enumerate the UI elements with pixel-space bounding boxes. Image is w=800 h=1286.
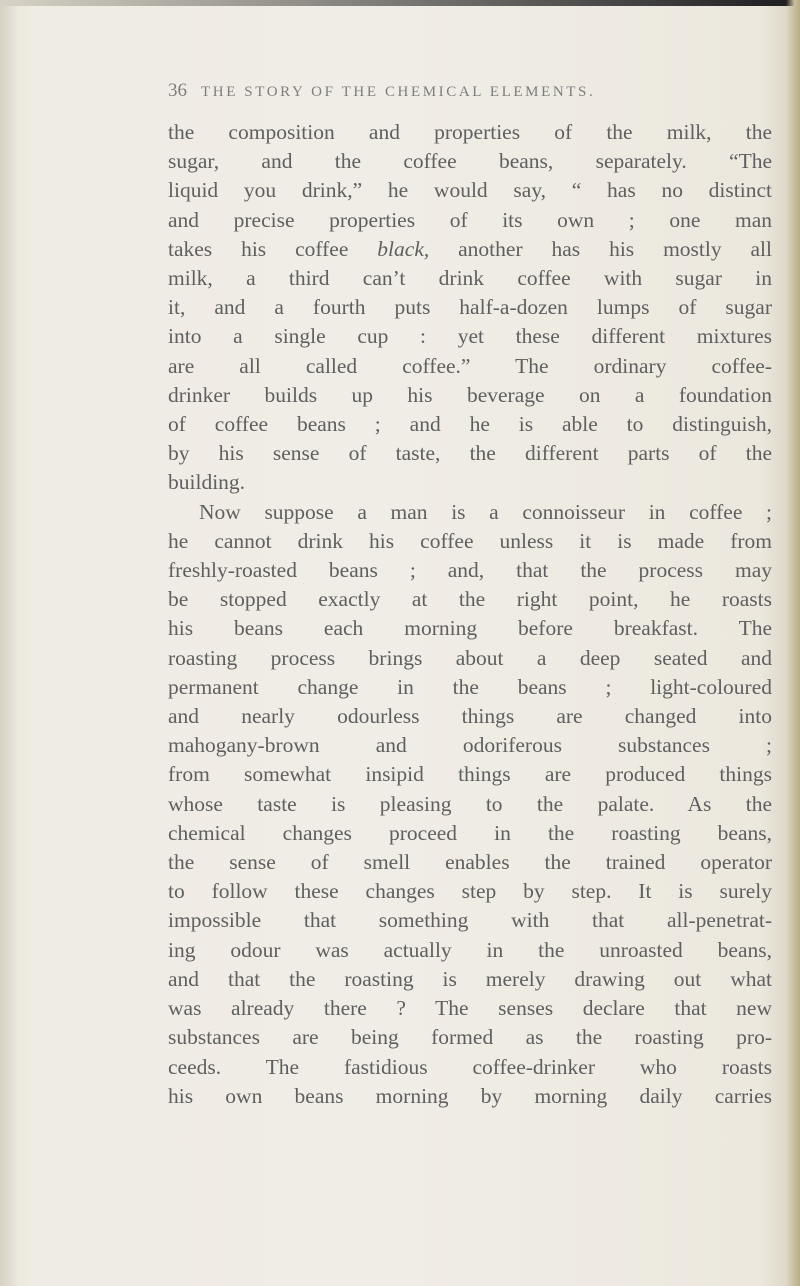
- text-line: roasting process brings about a deep seated and: [168, 645, 772, 670]
- running-header: [168, 80, 768, 102]
- text-line: by his sense of taste, the different parts of the: [168, 441, 772, 466]
- page-number: 36: [168, 80, 187, 101]
- text-line: [168, 235, 772, 264]
- body-text: [168, 118, 772, 1111]
- text-line-end: another has his mostly all: [429, 236, 773, 261]
- text-line: sugar, and the coffee beans, separately. “The: [168, 149, 772, 174]
- text-line: and nearly odourless things are changed into: [168, 704, 772, 729]
- page-gutter-shadow: [0, 0, 18, 1286]
- text-line: ing odour was actually in the unroasted beans,: [168, 937, 772, 962]
- text-line: to follow these changes step by step. It is surely: [168, 879, 772, 904]
- text-line: and precise properties of its own ; one man: [168, 207, 772, 232]
- paragraph-end-line: building.: [168, 470, 246, 495]
- text-line: his own beans morning by morning daily carries: [168, 1083, 772, 1108]
- text-line: he cannot drink his coffee unless it is made from: [168, 528, 772, 553]
- running-title: THE STORY OF THE CHEMICAL ELEMENTS.: [201, 84, 596, 100]
- text-line: chemical changes proceed in the roasting beans,: [168, 820, 772, 845]
- paragraph-start-line: Now suppose a man is a connoisseur in coffee ;: [199, 499, 772, 524]
- text-line: the sense of smell enables the trained operator: [168, 850, 772, 875]
- text-line: whose taste is pleasing to the palate. As the: [168, 791, 772, 816]
- text-line: freshly-roasted beans ; and, that the process may: [168, 558, 772, 583]
- text-line: the composition and properties of the milk, the: [168, 120, 772, 144]
- text-line: into a single cup : yet these different mixtures: [168, 324, 772, 349]
- text-line: milk, a third can’t drink coffee with sugar in: [168, 266, 772, 291]
- text-line: mahogany-brown and odoriferous substances ;: [168, 733, 772, 758]
- text-line: from somewhat insipid things are produced things: [168, 762, 772, 787]
- text-line: substances are being formed as the roasting pro-: [168, 1025, 772, 1050]
- page-right-edge: [786, 0, 800, 1286]
- text-line: was already there ? The senses declare that new: [168, 996, 772, 1021]
- text-line: are all called coffee.” The ordinary coffee-: [168, 353, 772, 378]
- text-line: it, and a fourth puts half-a-dozen lumps of sugar: [168, 295, 772, 320]
- emphasized-word: black,: [377, 236, 430, 261]
- text-line: impossible that something with that all-penetrat-: [168, 908, 772, 933]
- text-line: of coffee beans ; and he is able to distinguish,: [168, 412, 772, 437]
- text-line: drinker builds up his beverage on a foundation: [168, 382, 772, 407]
- text-line: liquid you drink,” he would say, “ has no distinct: [168, 178, 772, 203]
- text-line: be stopped exactly at the right point, he roasts: [168, 587, 772, 612]
- page-top-edge-shadow: [0, 0, 800, 6]
- text-line: permanent change in the beans ; light-coloured: [168, 674, 772, 699]
- text-line: his beans each morning before breakfast. The: [168, 616, 772, 641]
- text-line: ceeds. The fastidious coffee-drinker who roasts: [168, 1054, 772, 1079]
- text-line: and that the roasting is merely drawing out what: [168, 966, 772, 991]
- text-line-start: takes his coffee: [168, 236, 378, 261]
